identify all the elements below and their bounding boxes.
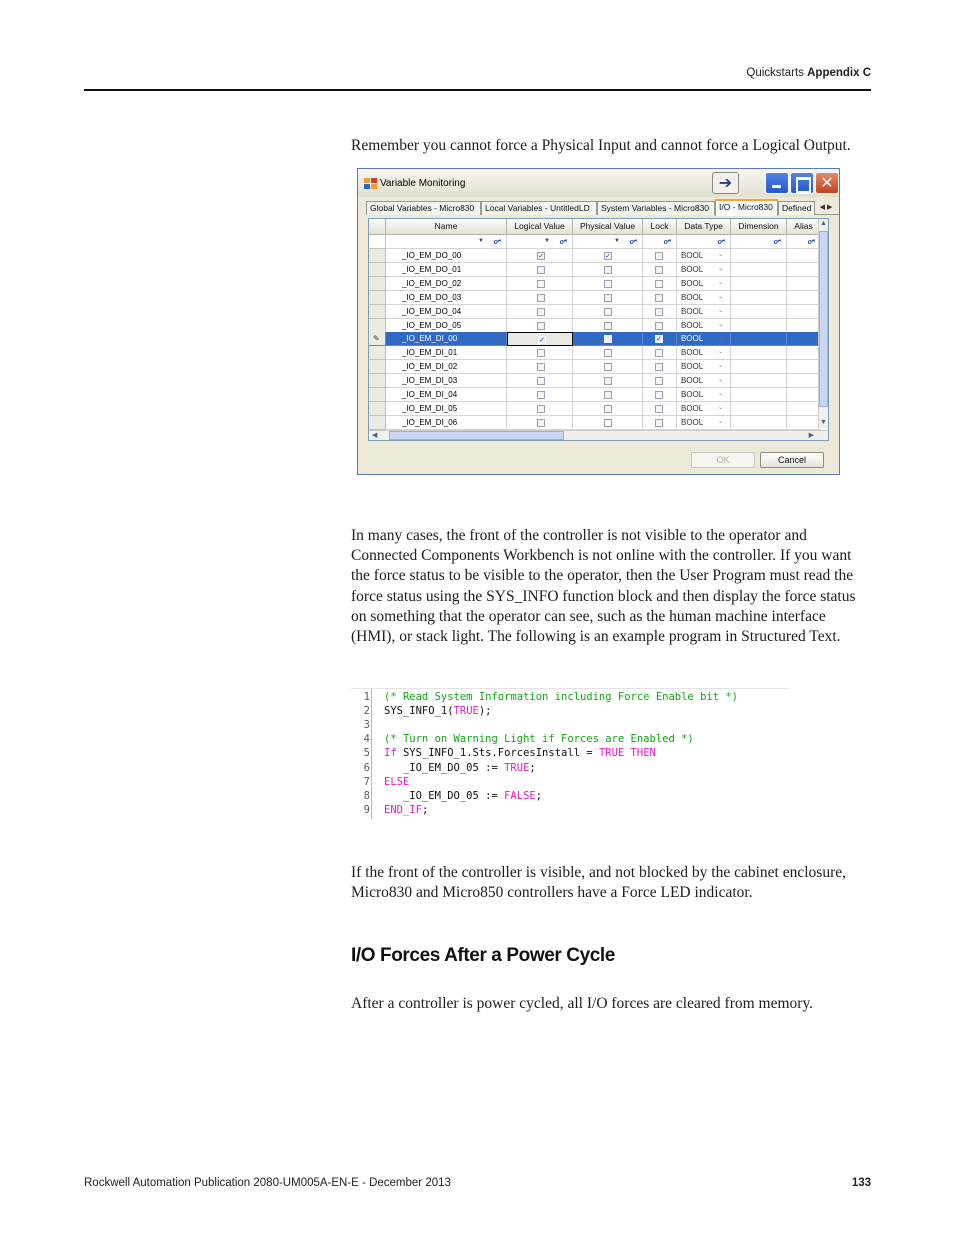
variable-name-cell[interactable] [386, 263, 507, 277]
logical-value-checkbox[interactable] [537, 252, 545, 260]
tab-scroll-arrows[interactable]: ◀▶ [819, 203, 835, 211]
data-type-cell[interactable] [677, 402, 731, 416]
physical-value-cell[interactable] [573, 263, 643, 277]
variable-name-cell[interactable] [386, 291, 507, 305]
code-token: SYS_INFO_1.Sts.ForcesInstall = [396, 747, 599, 760]
physical-value-cell[interactable] [573, 291, 643, 305]
lock-checkbox[interactable] [655, 377, 663, 385]
code-token: _IO_EM_DO_05 := [384, 789, 505, 802]
data-type-value: BOOL [681, 278, 704, 288]
line-number: 5 [363, 747, 370, 760]
app-icon [364, 178, 377, 189]
logical-value-cell[interactable] [507, 374, 573, 388]
code-keyword: ELSE [384, 775, 410, 788]
variable-name: _IO_EM_DO_01 [402, 264, 462, 274]
dimension-cell[interactable] [731, 332, 787, 346]
physical-value-checkbox[interactable] [604, 419, 612, 427]
dimension-cell[interactable] [731, 305, 787, 319]
scroll-down-icon[interactable]: ▼ [820, 419, 827, 426]
code-keyword: TRUE THEN [598, 747, 656, 760]
row-header[interactable] [369, 249, 386, 263]
code-token: ; [529, 761, 536, 774]
code-token: SYS_INFO_1( [384, 705, 454, 718]
code-text [384, 789, 542, 803]
scroll-right-icon[interactable]: ▶ [808, 432, 814, 439]
chevron-down-icon[interactable]: ▼ [478, 238, 484, 244]
code-text [384, 690, 738, 704]
lock-cell[interactable] [643, 249, 677, 263]
data-type-cell[interactable] [677, 277, 731, 291]
filter-physical[interactable] [573, 235, 643, 249]
lock-cell[interactable] [643, 332, 677, 346]
physical-value-cell[interactable] [573, 319, 643, 333]
grid-header-row [369, 219, 826, 233]
data-type-cell[interactable] [677, 388, 731, 402]
code-comment: (* Read System Information including Force Enable bit *) [384, 691, 739, 703]
data-type-cell[interactable] [677, 319, 731, 333]
row-header[interactable] [369, 402, 386, 416]
filter-icon[interactable]: ơ* [717, 239, 725, 246]
column-lock[interactable]: Lock [643, 219, 677, 235]
data-type-value: BOOL [681, 306, 704, 316]
data-type-value: BOOL [681, 251, 704, 260]
variable-name: _IO_EM_DI_02 [402, 362, 458, 372]
chevron-down-icon[interactable]: ⌄ [717, 363, 723, 370]
variable-monitoring-dialog [357, 168, 840, 475]
code-text [384, 803, 428, 817]
chevron-down-icon[interactable]: ⌄ [717, 321, 723, 328]
row-header[interactable] [369, 305, 386, 319]
chevron-down-icon[interactable]: ⌄ [717, 293, 723, 300]
code-text [384, 704, 492, 718]
chevron-down-icon[interactable]: ⌄ [717, 335, 723, 342]
ok-button[interactable]: OK [691, 452, 755, 468]
chevron-down-icon[interactable]: ⌄ [717, 307, 723, 314]
tab-global-variables[interactable]: Global Variables - Micro830 [366, 201, 481, 215]
filter-icon[interactable]: ơ* [629, 239, 637, 246]
filter-alias[interactable] [787, 235, 821, 249]
chevron-down-icon[interactable]: ⌄ [717, 265, 723, 272]
data-type-cell[interactable] [677, 374, 731, 388]
table-row[interactable] [369, 319, 826, 333]
filter-icon[interactable]: ơ* [773, 239, 781, 246]
logical-value-checkbox[interactable] [538, 336, 546, 344]
minimize-icon[interactable] [765, 172, 789, 194]
lock-cell[interactable] [643, 291, 677, 305]
row-header[interactable] [369, 332, 386, 346]
logical-value-cell[interactable] [507, 305, 573, 319]
physical-value-cell[interactable] [573, 277, 643, 291]
dialog-titlebar [358, 169, 839, 197]
variable-name-cell[interactable] [386, 319, 507, 333]
chevron-down-icon[interactable]: ⌄ [717, 377, 723, 384]
logical-value-checkbox[interactable] [537, 419, 545, 427]
lock-checkbox[interactable] [655, 308, 663, 316]
lock-checkbox[interactable] [655, 335, 663, 343]
code-comment: (* Turn on Warning Light if Forces are Enabled *) [384, 733, 694, 746]
physical-value-checkbox[interactable] [604, 252, 612, 260]
maximize-icon[interactable] [790, 172, 814, 194]
physical-value-cell[interactable] [573, 332, 643, 346]
chevron-down-icon[interactable]: ⌄ [717, 349, 723, 356]
table-row[interactable] [369, 305, 826, 319]
physical-value-checkbox[interactable] [604, 405, 612, 413]
lock-checkbox[interactable] [655, 294, 663, 302]
alias-cell[interactable] [787, 277, 821, 291]
logical-value-checkbox[interactable] [537, 280, 545, 288]
filter-logical[interactable] [507, 235, 573, 249]
chevron-down-icon[interactable]: ▼ [614, 238, 620, 244]
variable-name: _IO_EM_DO_03 [402, 292, 462, 302]
lock-checkbox[interactable] [655, 349, 663, 357]
variable-name-cell[interactable] [386, 346, 507, 360]
logical-value-cell[interactable] [507, 346, 573, 360]
filter-dimension[interactable] [731, 235, 787, 249]
logical-value-cell[interactable] [507, 332, 573, 346]
lock-cell[interactable] [643, 319, 677, 333]
lock-cell[interactable] [643, 402, 677, 416]
filter-icon[interactable]: ơ* [663, 239, 671, 246]
chevron-down-icon[interactable]: ⌄ [717, 418, 723, 425]
alias-cell[interactable] [787, 263, 821, 277]
line-number: 6 [363, 761, 370, 774]
data-type-cell[interactable] [677, 291, 731, 305]
logical-value-cell[interactable] [507, 388, 573, 402]
logical-value-checkbox[interactable] [537, 377, 545, 385]
scroll-left-icon[interactable]: ◀ [372, 432, 378, 439]
variable-name-cell[interactable] [386, 402, 507, 416]
table-row[interactable] [369, 277, 826, 291]
code-text [384, 775, 409, 789]
alias-cell[interactable] [787, 346, 821, 360]
vertical-scrollbar[interactable] [818, 219, 828, 428]
structured-text-code [351, 688, 789, 818]
logical-value-checkbox[interactable] [537, 391, 545, 399]
logical-value-checkbox[interactable] [537, 349, 545, 357]
physical-value-cell[interactable] [573, 360, 643, 374]
code-keyword: FALSE [504, 789, 536, 802]
line-number: 9 [363, 803, 370, 816]
dimension-cell[interactable] [731, 319, 787, 333]
row-header[interactable] [369, 277, 386, 291]
chevron-down-icon[interactable]: ⌄ [717, 252, 723, 258]
paragraph-force-status: In many cases, the front of the controller is not visible to the operator and Connected Components Workbench is not online with the controller. If you want the force status to be visible to the operator, then the User Program must read the force status using the SYS_INFO function block and then display the force status on something that the operator can see, such as the human machine interface (HMI), or stack light. The following is an example program in Structured Text. [351, 527, 856, 646]
physical-value-cell[interactable] [573, 374, 643, 388]
code-keyword: TRUE [453, 705, 479, 718]
logical-value-cell[interactable] [507, 360, 573, 374]
table-row[interactable] [369, 346, 826, 360]
variable-name-cell[interactable] [386, 416, 507, 430]
line-number: 1 [363, 691, 370, 703]
tab-local-variables[interactable]: Local Variables - UntitledLD [481, 201, 597, 215]
header-appendix: Appendix C [807, 67, 871, 79]
table-row[interactable] [369, 360, 826, 374]
variable-name: _IO_EM_DI_01 [402, 348, 458, 358]
variable-name-cell[interactable] [386, 360, 507, 374]
lock-checkbox[interactable] [655, 363, 663, 371]
data-type-cell[interactable] [677, 263, 731, 277]
logical-value-checkbox[interactable] [537, 294, 545, 302]
data-type-value: BOOL [681, 417, 704, 427]
filter-name[interactable] [386, 235, 507, 249]
row-header[interactable] [369, 263, 386, 277]
code-text [384, 761, 536, 775]
lock-checkbox[interactable] [655, 391, 663, 399]
grid-filter-row [369, 235, 826, 249]
row-header[interactable] [369, 291, 386, 305]
row-header[interactable] [369, 416, 386, 430]
dimension-cell[interactable] [731, 346, 787, 360]
row-header[interactable] [369, 360, 386, 374]
data-type-cell[interactable] [677, 416, 731, 430]
line-number: 2 [363, 705, 370, 718]
variable-name: _IO_EM_DI_06 [402, 417, 458, 427]
dimension-cell[interactable] [731, 374, 787, 388]
pencil-icon: ✎ [373, 334, 380, 344]
row-header[interactable] [369, 346, 386, 360]
filter-icon[interactable]: ơ* [493, 239, 501, 246]
table-row[interactable] [369, 263, 826, 277]
physical-value-checkbox[interactable] [604, 349, 612, 357]
lock-cell[interactable] [643, 374, 677, 388]
close-icon[interactable]: ✕ [815, 172, 839, 194]
variable-name-cell[interactable] [386, 388, 507, 402]
variable-name: _IO_EM_DI_03 [402, 376, 458, 386]
tab-strip [366, 200, 839, 215]
alias-cell[interactable] [787, 360, 821, 374]
dimension-cell[interactable] [731, 277, 787, 291]
physical-value-cell[interactable] [573, 388, 643, 402]
chevron-down-icon[interactable]: ▼ [544, 238, 550, 244]
table-row[interactable] [369, 416, 826, 430]
paragraph-power-cycle: After a controller is power cycled, all I/O forces are cleared from memory. [351, 995, 814, 1012]
data-type-value: BOOL [681, 334, 704, 344]
table-row[interactable] [369, 374, 826, 388]
header-rule [84, 89, 871, 91]
physical-value-checkbox[interactable] [604, 294, 612, 302]
cancel-button[interactable]: Cancel [760, 452, 824, 468]
dimension-cell[interactable] [731, 249, 787, 263]
lock-cell[interactable] [643, 277, 677, 291]
logical-value-checkbox[interactable] [537, 322, 545, 330]
data-type-cell[interactable] [677, 346, 731, 360]
data-type-value: BOOL [681, 376, 704, 386]
dimension-cell[interactable] [731, 291, 787, 305]
variable-name: _IO_EM_DO_05 [402, 320, 462, 330]
dimension-cell[interactable] [731, 416, 787, 430]
data-type-value: BOOL [681, 348, 704, 358]
alias-cell[interactable] [787, 388, 821, 402]
dimension-cell[interactable] [731, 263, 787, 277]
column-logical-value[interactable]: Logical Value [507, 219, 573, 235]
physical-value-checkbox[interactable] [604, 266, 612, 274]
variables-grid [368, 218, 829, 441]
alias-cell[interactable] [787, 402, 821, 416]
chevron-down-icon[interactable]: ⌄ [717, 391, 723, 397]
physical-value-cell[interactable] [573, 305, 643, 319]
data-type-value: BOOL [681, 320, 704, 330]
data-type-cell[interactable] [677, 249, 731, 263]
row-header[interactable] [369, 374, 386, 388]
logical-value-checkbox[interactable] [537, 308, 545, 316]
code-keyword: END_IF [384, 803, 422, 816]
lock-cell[interactable] [643, 388, 677, 402]
filter-icon[interactable]: ơ* [559, 239, 567, 246]
variable-name-cell[interactable] [386, 249, 507, 263]
line-number: 3 [363, 719, 370, 732]
lock-cell[interactable] [643, 360, 677, 374]
tab-defined[interactable]: Defined [778, 201, 815, 215]
arrow-right-icon[interactable]: ➔ [712, 172, 739, 194]
running-header [746, 67, 871, 79]
data-type-cell[interactable] [677, 332, 731, 346]
lock-checkbox[interactable] [655, 252, 663, 260]
logical-value-cell[interactable] [507, 291, 573, 305]
logical-value-cell[interactable] [507, 277, 573, 291]
column-dimension[interactable]: Dimension [731, 219, 787, 235]
code-token: ); [478, 705, 492, 718]
code-keyword: If [384, 747, 397, 760]
column-alias[interactable]: Alias [787, 219, 821, 235]
alias-cell[interactable] [787, 374, 821, 388]
logical-value-cell[interactable] [507, 402, 573, 416]
filter-data-type[interactable] [677, 235, 731, 249]
data-type-value: BOOL [681, 264, 704, 274]
variable-name: _IO_EM_DI_05 [402, 403, 458, 413]
code-gutter [371, 689, 372, 819]
tab-system-variables[interactable]: System Variables - Micro830 [597, 201, 715, 215]
code-text [384, 746, 656, 760]
footer-publication: Rockwell Automation Publication 2080-UM005A-EN-E - December 2013 [84, 1177, 451, 1189]
alias-cell[interactable] [787, 416, 821, 430]
variable-name: _IO_EM_DO_00 [402, 251, 462, 260]
data-type-cell[interactable] [677, 305, 731, 319]
physical-value-checkbox[interactable] [604, 308, 612, 316]
header-section: Quickstarts [746, 67, 804, 79]
dialog-title: Variable Monitoring [380, 178, 466, 189]
code-keyword: TRUE [504, 761, 530, 774]
lock-checkbox[interactable] [655, 322, 663, 330]
lock-checkbox[interactable] [655, 405, 663, 413]
alias-cell[interactable] [787, 332, 821, 346]
physical-value-checkbox[interactable] [604, 377, 612, 385]
logical-value-cell[interactable] [507, 249, 573, 263]
variable-name-cell[interactable] [386, 305, 507, 319]
physical-value-checkbox[interactable] [604, 280, 612, 288]
physical-value-checkbox[interactable] [604, 363, 612, 371]
lock-checkbox[interactable] [655, 419, 663, 427]
scroll-up-icon[interactable]: ▲ [820, 220, 827, 227]
filter-lock[interactable] [643, 235, 677, 249]
code-token: ; [421, 803, 429, 816]
lock-cell[interactable] [643, 346, 677, 360]
lock-cell[interactable] [643, 305, 677, 319]
logical-value-cell[interactable] [507, 319, 573, 333]
vertical-scroll-thumb[interactable] [819, 231, 828, 407]
physical-value-cell[interactable] [573, 402, 643, 416]
page-number: 133 [851, 1177, 871, 1189]
logical-value-checkbox[interactable] [537, 363, 545, 371]
variable-name-cell[interactable] [386, 277, 507, 291]
lock-cell[interactable] [643, 263, 677, 277]
tab-io[interactable]: I/O - Micro830 [715, 199, 778, 216]
logical-value-cell[interactable] [507, 416, 573, 430]
chevron-down-icon[interactable]: ⌄ [717, 404, 723, 411]
physical-value-cell[interactable] [573, 249, 643, 263]
physical-value-checkbox[interactable] [604, 322, 612, 330]
horizontal-scroll-thumb[interactable] [389, 431, 564, 440]
table-row[interactable] [369, 388, 826, 402]
data-type-value: BOOL [681, 362, 704, 372]
variable-name: _IO_EM_DI_00 [402, 334, 458, 344]
paragraph-force-led: If the front of the controller is visible, and not blocked by the cabinet enclosure, Micro830 and Micro850 controllers have a Force LED indicator. [351, 864, 846, 902]
data-type-cell[interactable] [677, 360, 731, 374]
table-row[interactable] [369, 249, 826, 263]
variable-name: _IO_EM_DO_04 [402, 306, 462, 316]
variable-name: _IO_EM_DO_02 [402, 278, 462, 288]
physical-value-cell[interactable] [573, 416, 643, 430]
dimension-cell[interactable] [731, 388, 787, 402]
variable-name-cell[interactable] [386, 374, 507, 388]
logical-value-checkbox[interactable] [537, 266, 545, 274]
column-name[interactable]: Name [386, 219, 507, 235]
table-row[interactable] [369, 291, 826, 305]
line-number: 8 [363, 789, 370, 802]
lock-cell[interactable] [643, 416, 677, 430]
section-title: I/O Forces After a Power Cycle [351, 945, 615, 966]
data-type-value: BOOL [681, 403, 704, 413]
horizontal-scrollbar[interactable] [369, 430, 828, 440]
lock-checkbox[interactable] [655, 266, 663, 274]
variable-name: _IO_EM_DI_04 [402, 390, 458, 399]
data-type-value: BOOL [681, 390, 704, 399]
code-token: ; [535, 789, 543, 802]
code-token: _IO_EM_DO_05 := [384, 761, 505, 774]
lock-checkbox[interactable] [655, 280, 663, 288]
alias-cell[interactable] [787, 249, 821, 263]
data-type-value: BOOL [681, 292, 704, 302]
physical-value-cell[interactable] [573, 346, 643, 360]
chevron-down-icon[interactable]: ⌄ [717, 279, 723, 286]
table-row[interactable] [369, 332, 826, 346]
filter-icon[interactable]: ơ* [807, 239, 815, 246]
table-row[interactable] [369, 402, 826, 416]
row-header[interactable] [369, 388, 386, 402]
variable-name-cell[interactable] [386, 332, 507, 346]
alias-cell[interactable] [787, 305, 821, 319]
line-number: 7 [363, 775, 370, 788]
row-header[interactable] [369, 319, 386, 333]
code-text [384, 732, 694, 746]
line-number: 4 [363, 733, 370, 746]
paragraph-force-note: Remember you cannot force a Physical Input and cannot force a Logical Output. [351, 137, 851, 154]
dimension-cell[interactable] [731, 360, 787, 374]
physical-value-checkbox[interactable] [604, 335, 612, 343]
column-data-type[interactable]: Data Type [677, 219, 731, 235]
dimension-cell[interactable] [731, 402, 787, 416]
logical-value-cell[interactable] [507, 263, 573, 277]
logical-value-checkbox[interactable] [537, 405, 545, 413]
alias-cell[interactable] [787, 319, 821, 333]
column-physical-value[interactable]: Physical Value [573, 219, 643, 235]
physical-value-checkbox[interactable] [604, 391, 612, 399]
alias-cell[interactable] [787, 291, 821, 305]
